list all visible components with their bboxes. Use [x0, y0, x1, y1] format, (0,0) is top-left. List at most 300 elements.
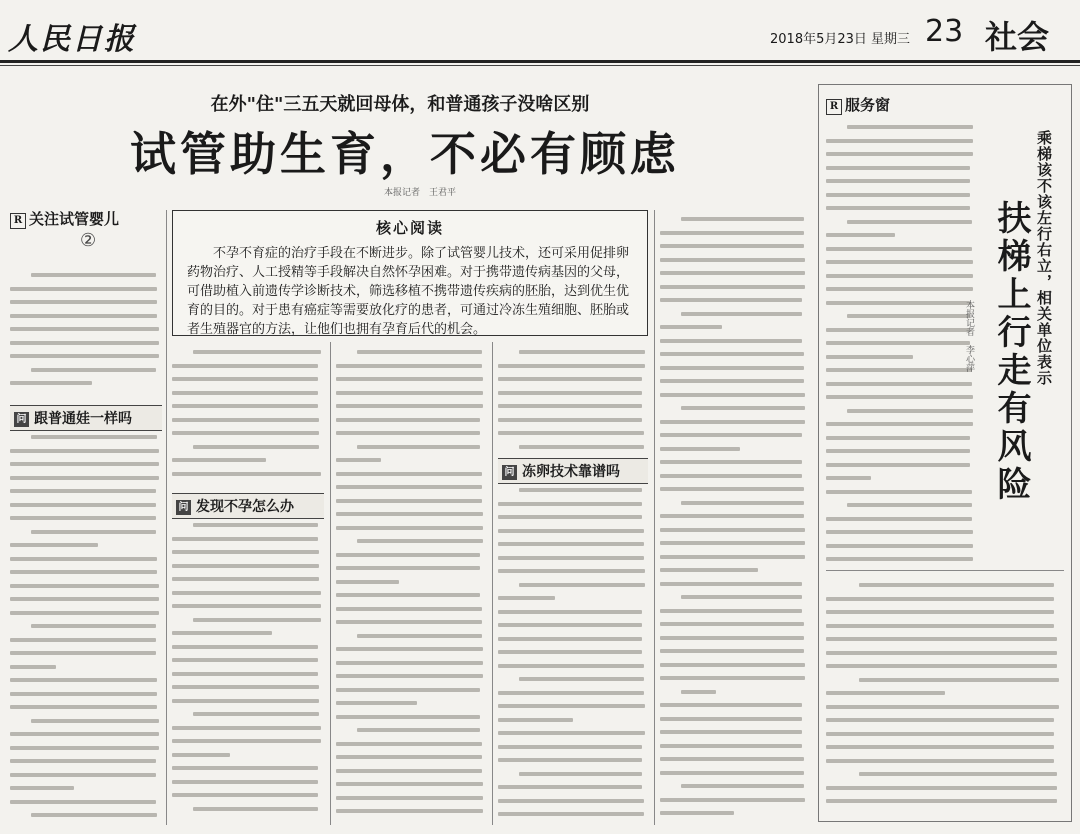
body-text-line — [10, 700, 162, 714]
body-text-line — [336, 629, 486, 643]
core-reading-text: 不孕不育症的治疗手段在不断进步。除了试管婴儿技术，还可采用促排卵药物治疗、人工授精等手段解决自然怀孕困难。对于携带遗传病基因的父母，可借助植入前遗传学诊断技术，筛选移植不携带遗传疾病的胚胎，达到优生优育的目的。对于患有癌症等需要放化疗的患者，可通过冷冻生殖细胞、胚胎或者生殖器官的方法，让他们也拥有孕育后代的机会。 — [187, 246, 630, 337]
body-text-line — [660, 361, 808, 375]
text-line-mark — [660, 676, 805, 680]
body-text-line — [336, 548, 486, 562]
body-text-line — [172, 802, 324, 816]
body-text-line — [826, 444, 976, 458]
subhead-2 — [172, 493, 324, 519]
body-text-line — [660, 320, 808, 334]
text-line-mark — [172, 391, 318, 395]
text-line-mark — [826, 193, 970, 197]
body-text-line — [826, 605, 1064, 619]
text-line-mark — [10, 638, 156, 642]
body-text-line — [172, 545, 324, 559]
body-text-line — [172, 680, 324, 694]
body-text-line — [660, 374, 808, 388]
text-line-mark — [660, 811, 734, 815]
text-line-mark — [10, 287, 157, 291]
body-text-line — [336, 521, 486, 535]
text-line-mark — [660, 636, 804, 640]
body-text-line — [336, 588, 486, 602]
text-line-mark — [660, 379, 804, 383]
text-line-mark — [193, 445, 319, 449]
text-line-mark — [660, 271, 805, 275]
text-line-mark — [172, 658, 318, 662]
text-line-mark — [681, 501, 804, 505]
text-line-mark — [336, 431, 480, 435]
text-line-mark — [498, 404, 642, 408]
body-text-line — [336, 575, 486, 589]
body-text-line — [660, 725, 808, 739]
body-text-line — [826, 592, 1064, 606]
text-line-mark — [172, 726, 321, 730]
body-text-line — [826, 282, 976, 296]
text-line-mark — [826, 152, 973, 156]
text-line-mark — [336, 391, 483, 395]
text-line-mark — [336, 499, 482, 503]
body-text-line — [336, 764, 486, 778]
body-text-line — [826, 309, 976, 323]
text-line-mark — [10, 557, 157, 561]
body-text-line — [826, 120, 976, 134]
body-text-line — [660, 604, 808, 618]
text-line-mark — [498, 799, 644, 803]
text-line-mark — [826, 139, 973, 143]
text-line-mark — [826, 759, 1054, 763]
body-text-line — [172, 399, 324, 413]
body-text-line — [10, 430, 162, 444]
text-line-mark — [498, 377, 642, 381]
section-name: 社会 — [985, 18, 1050, 56]
series-label-text: 关注试管婴儿 — [29, 210, 120, 228]
body-text-line — [336, 453, 486, 467]
text-line-mark — [826, 260, 973, 264]
text-line-mark — [10, 449, 159, 453]
text-line-mark — [498, 650, 642, 654]
text-line-mark — [498, 812, 644, 816]
text-line-mark — [336, 742, 482, 746]
body-text-line — [336, 561, 486, 575]
body-text-line — [172, 599, 324, 613]
text-line-mark — [172, 672, 318, 676]
text-line-mark — [519, 677, 644, 681]
body-text-line — [660, 671, 808, 685]
text-line-mark — [10, 692, 157, 696]
text-line-mark — [660, 582, 802, 586]
text-line-mark — [172, 645, 318, 649]
body-text-line — [10, 781, 162, 795]
text-line-mark — [172, 793, 318, 797]
body-text-line — [660, 469, 808, 483]
body-text-line — [10, 741, 162, 755]
body-text-line — [498, 537, 648, 551]
text-line-mark — [660, 433, 802, 437]
text-line-mark — [519, 583, 645, 587]
body-text-line — [660, 779, 808, 793]
text-line-mark — [660, 541, 805, 545]
body-text-line — [10, 538, 162, 552]
body-text-line — [660, 482, 808, 496]
body-text-line — [10, 322, 162, 336]
body-text-line — [336, 683, 486, 697]
text-line-mark — [681, 406, 805, 410]
body-text-line — [498, 551, 648, 565]
body-text-line — [10, 498, 162, 512]
article-column-4-bottom — [498, 483, 648, 825]
text-line-mark — [660, 528, 805, 532]
body-text-line — [172, 572, 324, 586]
body-text-line — [660, 685, 808, 699]
text-line-mark — [336, 715, 480, 719]
body-text-line — [172, 413, 324, 427]
subhead-3 — [498, 458, 648, 484]
text-line-mark — [10, 678, 157, 682]
text-line-mark — [193, 618, 321, 622]
article-column-3 — [336, 345, 486, 825]
text-line-mark — [660, 703, 802, 707]
text-line-mark — [172, 404, 318, 408]
text-line-mark — [498, 785, 642, 789]
text-line-mark — [498, 596, 555, 600]
text-line-mark — [660, 339, 802, 343]
text-line-mark — [826, 544, 973, 548]
text-line-mark — [826, 422, 973, 426]
text-line-mark — [859, 678, 1059, 682]
text-line-mark — [10, 314, 157, 318]
text-line-mark — [660, 744, 802, 748]
text-line-mark — [498, 569, 645, 573]
text-line-mark — [10, 800, 156, 804]
text-line-mark — [498, 431, 644, 435]
body-text-line — [826, 740, 1064, 754]
subhead-mark-icon: 问 — [14, 412, 29, 427]
text-line-mark — [660, 757, 804, 761]
text-line-mark — [826, 799, 1057, 803]
body-text-line — [336, 345, 486, 359]
body-text-line — [826, 350, 976, 364]
text-line-mark — [336, 755, 482, 759]
body-text-line — [660, 307, 808, 321]
body-text-line — [826, 377, 976, 391]
body-text-line — [660, 712, 808, 726]
text-line-mark — [826, 651, 1057, 655]
text-line-mark — [826, 463, 970, 467]
body-text-line — [826, 632, 1064, 646]
body-text-line — [826, 578, 1064, 592]
body-text-line — [498, 645, 648, 659]
body-text-line — [660, 590, 808, 604]
body-text-line — [10, 484, 162, 498]
text-line-mark — [10, 354, 159, 358]
text-line-mark — [660, 447, 740, 451]
text-line-mark — [336, 769, 482, 773]
body-text-line — [336, 413, 486, 427]
body-text-line — [826, 134, 976, 148]
text-line-mark — [193, 350, 321, 354]
text-line-mark — [660, 352, 804, 356]
body-text-line — [498, 524, 648, 538]
text-line-mark — [826, 664, 1057, 668]
article-column-1-top — [10, 268, 162, 396]
text-line-mark — [826, 786, 1057, 790]
text-line-mark — [336, 607, 482, 611]
text-line-mark — [826, 530, 973, 534]
article-column-2-bottom — [172, 518, 324, 825]
text-line-mark — [826, 449, 970, 453]
body-text-line — [660, 739, 808, 753]
body-text-line — [10, 565, 162, 579]
body-text-line — [826, 686, 1064, 700]
body-text-line — [826, 471, 976, 485]
text-line-mark — [10, 584, 159, 588]
body-text-line — [336, 399, 486, 413]
body-text-line — [10, 687, 162, 701]
text-line-mark — [498, 664, 644, 668]
body-text-line — [826, 754, 1064, 768]
body-text-line — [660, 280, 808, 294]
body-text-line — [10, 727, 162, 741]
body-text-line — [336, 386, 486, 400]
text-line-mark — [660, 609, 802, 613]
body-text-line — [10, 471, 162, 485]
text-line-mark — [498, 623, 642, 627]
body-text-line — [660, 806, 808, 820]
article-column-2-top — [172, 345, 324, 485]
text-line-mark — [498, 637, 642, 641]
body-text-line — [826, 485, 976, 499]
text-line-mark — [826, 382, 972, 386]
body-text-line — [826, 794, 1064, 808]
body-text-line — [10, 606, 162, 620]
text-line-mark — [498, 529, 644, 533]
text-line-mark — [336, 458, 381, 462]
text-line-mark — [172, 364, 318, 368]
text-line-mark — [172, 766, 318, 770]
text-line-mark — [660, 231, 804, 235]
text-line-mark — [826, 233, 895, 237]
sidebar-column-b — [826, 578, 1064, 818]
body-text-line — [172, 453, 324, 467]
text-line-mark — [826, 301, 970, 305]
body-text-line — [10, 754, 162, 768]
text-line-mark — [826, 732, 1054, 736]
body-text-line — [826, 713, 1064, 727]
body-text-line — [660, 563, 808, 577]
newspaper-mark-icon: R — [10, 213, 26, 229]
body-text-line — [172, 748, 324, 762]
text-line-mark — [660, 555, 805, 559]
issue-date: 2018年5月23日 星期三 — [770, 32, 911, 47]
body-text-line — [660, 644, 808, 658]
text-line-mark — [336, 688, 480, 692]
body-text-line — [660, 698, 808, 712]
body-text-line — [10, 579, 162, 593]
text-line-mark — [847, 220, 972, 224]
text-line-mark — [681, 595, 802, 599]
body-text-line — [498, 780, 648, 794]
text-line-mark — [826, 287, 973, 291]
subhead-2-text: 发现不孕怎么办 — [196, 499, 294, 515]
body-text-line — [172, 440, 324, 454]
text-line-mark — [172, 472, 321, 476]
text-line-mark — [826, 691, 945, 695]
sidebar-byline: 本报记者 李心萍 — [964, 300, 974, 372]
text-line-mark — [336, 647, 483, 651]
body-text-line — [498, 359, 648, 373]
text-line-mark — [336, 796, 483, 800]
body-text-line — [660, 293, 808, 307]
body-text-line — [10, 795, 162, 809]
body-text-line — [172, 586, 324, 600]
text-line-mark — [336, 580, 399, 584]
text-line-mark — [10, 570, 157, 574]
body-text-line — [826, 539, 976, 553]
text-line-mark — [172, 550, 319, 554]
text-line-mark — [10, 462, 159, 466]
body-text-line — [498, 767, 648, 781]
text-line-mark — [660, 474, 802, 478]
text-line-mark — [826, 597, 1054, 601]
text-line-mark — [826, 624, 1054, 628]
text-line-mark — [336, 701, 417, 705]
text-line-mark — [357, 350, 482, 354]
body-text-line — [498, 413, 648, 427]
body-text-line — [172, 788, 324, 802]
text-line-mark — [172, 418, 319, 422]
body-text-line — [826, 215, 976, 229]
body-text-line — [172, 734, 324, 748]
body-text-line — [826, 646, 1064, 660]
body-text-line — [10, 552, 162, 566]
body-text-line — [826, 525, 976, 539]
text-line-mark — [498, 691, 644, 695]
body-text-line — [826, 781, 1064, 795]
text-line-mark — [31, 368, 156, 372]
text-line-mark — [681, 217, 804, 221]
body-text-line — [172, 386, 324, 400]
text-line-mark — [826, 476, 871, 480]
body-text-line — [826, 201, 976, 215]
text-line-mark — [172, 753, 230, 757]
body-text-line — [172, 721, 324, 735]
text-line-mark — [172, 739, 321, 743]
sidebar-kicker: 乘梯该不该左行右立，相关单位表示 — [1035, 130, 1053, 386]
body-text-line — [172, 775, 324, 789]
body-text-line — [172, 694, 324, 708]
body-text-line — [336, 615, 486, 629]
text-line-mark — [826, 436, 970, 440]
body-text-line — [172, 467, 324, 481]
column-divider — [166, 210, 167, 825]
body-text-line — [826, 498, 976, 512]
text-line-mark — [172, 685, 319, 689]
body-text-line — [826, 174, 976, 188]
text-line-mark — [336, 782, 483, 786]
body-text-line — [660, 239, 808, 253]
body-text-line — [660, 428, 808, 442]
text-line-mark — [826, 206, 970, 210]
body-text-line — [10, 295, 162, 309]
text-line-mark — [826, 557, 973, 561]
body-text-line — [10, 619, 162, 633]
text-line-mark — [498, 610, 642, 614]
body-text-line — [660, 442, 808, 456]
text-line-mark — [172, 591, 321, 595]
body-text-line — [336, 791, 486, 805]
body-text-line — [498, 726, 648, 740]
body-text-line — [826, 336, 976, 350]
text-line-mark — [519, 772, 642, 776]
text-line-mark — [10, 597, 159, 601]
text-line-mark — [519, 488, 642, 492]
body-text-line — [10, 457, 162, 471]
sidebar-column-a — [826, 120, 976, 565]
text-line-mark — [336, 364, 482, 368]
text-line-mark — [10, 381, 92, 385]
subhead-mark-icon: 问 — [502, 465, 517, 480]
body-text-line — [172, 640, 324, 654]
text-line-mark — [336, 809, 483, 813]
body-text-line — [660, 631, 808, 645]
body-text-line — [660, 617, 808, 631]
body-text-line — [172, 626, 324, 640]
text-line-mark — [172, 564, 319, 568]
body-text-line — [498, 686, 648, 700]
text-line-mark — [193, 523, 318, 527]
body-text-line — [10, 768, 162, 782]
text-line-mark — [357, 539, 483, 543]
text-line-mark — [519, 445, 644, 449]
subhead-1 — [10, 405, 162, 431]
body-text-line — [172, 653, 324, 667]
text-line-mark — [10, 300, 157, 304]
text-line-mark — [336, 512, 483, 516]
text-line-mark — [826, 718, 1054, 722]
text-line-mark — [498, 731, 645, 735]
body-text-line — [660, 388, 808, 402]
text-line-mark — [336, 674, 483, 678]
body-text-line — [10, 268, 162, 282]
text-line-mark — [10, 773, 156, 777]
text-line-mark — [847, 125, 973, 129]
article-column-5 — [660, 212, 808, 825]
text-line-mark — [336, 418, 480, 422]
body-text-line — [336, 534, 486, 548]
body-text-line — [826, 228, 976, 242]
text-line-mark — [10, 516, 156, 520]
masthead-rule-thin — [0, 65, 1080, 66]
body-text-line — [498, 497, 648, 511]
sidebar-divider — [826, 570, 1064, 571]
text-line-mark — [357, 634, 482, 638]
text-line-mark — [10, 543, 98, 547]
body-text-line — [172, 761, 324, 775]
text-line-mark — [660, 798, 805, 802]
body-text-line — [10, 660, 162, 674]
body-text-line — [826, 431, 976, 445]
text-line-mark — [172, 631, 272, 635]
body-text-line — [10, 525, 162, 539]
text-line-mark — [498, 502, 642, 506]
text-line-mark — [172, 537, 318, 541]
text-line-mark — [660, 393, 805, 397]
text-line-mark — [10, 705, 157, 709]
body-text-line — [336, 372, 486, 386]
body-text-line — [10, 336, 162, 350]
text-line-mark — [660, 622, 804, 626]
body-text-line — [498, 510, 648, 524]
body-text-line — [660, 334, 808, 348]
